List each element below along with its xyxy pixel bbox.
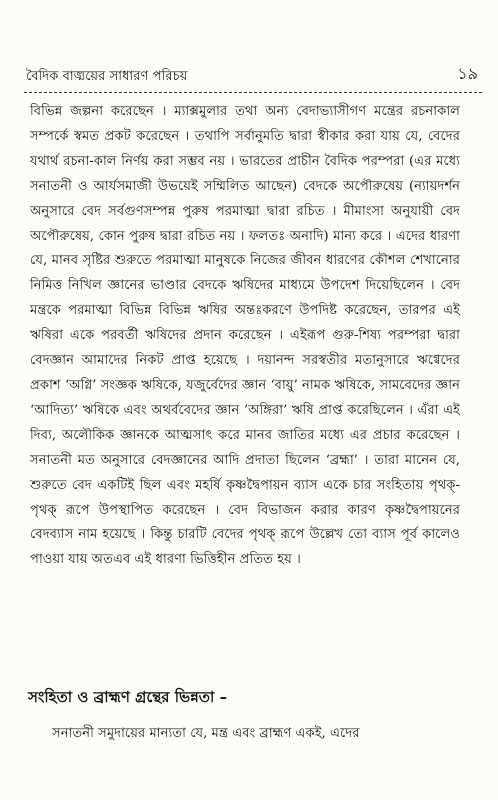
page-header <box>26 64 478 88</box>
section-heading: সংহিতা ও ব্রাহ্মণ গ্রন্থের ভিন্নতা – <box>28 688 228 706</box>
body-paragraph: বিভিন্ন জল্পনা করেছেন । ম্যাক্সমুলার তথা অন্য বেদাভ্যাসীগণ মন্ত্রের রচনাকাল সম্পর্কে স্বমত প্রকট করেছেন । তথাপি সর্বানুমতি দ্বারা স্বীকার করা যায় যে, বেদের যথার্থ রচনা-কাল নির্ণয় করা সম্ভব নয় । ভারতের প্রাচীন বৈদিক পরম্পরা (এর মধ্যে সনাতনী ও আর্যসমাজী উভয়েই সম্মিলিত আছেন) বেদকে অপৌরুষেয় (ন্যায়দর্শন অনুসারে বেদ সর্বগুণসম্পন্ন পুরুষ পরমাত্মা দ্বারা রচিত । মীমাংসা অনুযায়ী বেদ অপৌরুষেয়, কোন পুরুষ দ্বারা রচিত নয় । ফলতঃ অনাদি) মান্য করে । এদের ধারণা যে, মানব সৃষ্টির শুরুতে পরমাত্মা মানুষকে নিজের জীবন ধারণের কৌশল শেখানোর নিমিত্ত নিখিল জ্ঞানের ভাণ্ডার বেদকে ঋষিদের মাধ্যমে উপদেশ দিয়েছিলেন । বেদ মন্ত্রকে পরমাত্মা বিভিন্ন বিভিন্ন ঋষির অন্তঃকরণে উপদিষ্ট করেছেন, তারপর এই ঋষিরা একে পরবর্তী ঋষিদের প্রদান করেছেন । এইরূপ গুরু-শিষ্য পরম্পরা দ্বারা বেদজ্ঞান আমাদের নিকট প্রাপ্ত হয়েছে । দয়ানন্দ সরস্বতীর মতানুসারে ঋগ্বেদের প্রকাশ ‘অগ্নি’ সংজ্ঞক ঋষিকে, যজুর্বেদের জ্ঞান ‘বায়ু’ নামক ঋষিকে, সামবেদের জ্ঞান ‘আদিত্য’ ঋষিকে এবং অথর্ববেদের জ্ঞান ‘অঙ্গিরা’ ঋষি প্রাপ্ত করেছিলেন । এঁরা এই দিব্য, অলৌকিক জ্ঞানকে আত্মসাৎ করে মানব জাতির মধ্যে এর প্রচার করেছেন । সনাতনী মত অনুসারে বেদজ্ঞানের আদি প্রদাতা ছিলেন ‘ব্রহ্মা’ । তারা মানেন যে, শুরুতে বেদ একটিই ছিল এবং মহর্ষি কৃষ্ণদ্বৈপায়ন ব্যাস একে চার সংহিতায় পৃথক্-পৃথক্ রূপে উপস্থাপিত করেছেন । বেদ বিভাজন করার কারণ কৃষ্ণদ্বৈপায়নের বেদব্যাস নাম হয়েছে । কিন্তু চারটি বেদের পৃথক্ রূপে উল্লেখ তো ব্যাস পূর্ব কালেও পাওয়া যায় অতএব এই ধারণা ভিত্তিহীন প্রতিত হয় । <box>30 104 460 568</box>
header-divider <box>24 92 482 93</box>
page-number: ১৯ <box>457 64 478 83</box>
body-paragraph-2: সনাতনী সমুদায়ের মান্যতা যে, মন্ত্র এবং ব্রাহ্মণ একই, এদের <box>52 726 360 741</box>
running-title: বৈদিক বাঙ্ময়ের সাধারণ পরিচয় <box>26 69 188 84</box>
